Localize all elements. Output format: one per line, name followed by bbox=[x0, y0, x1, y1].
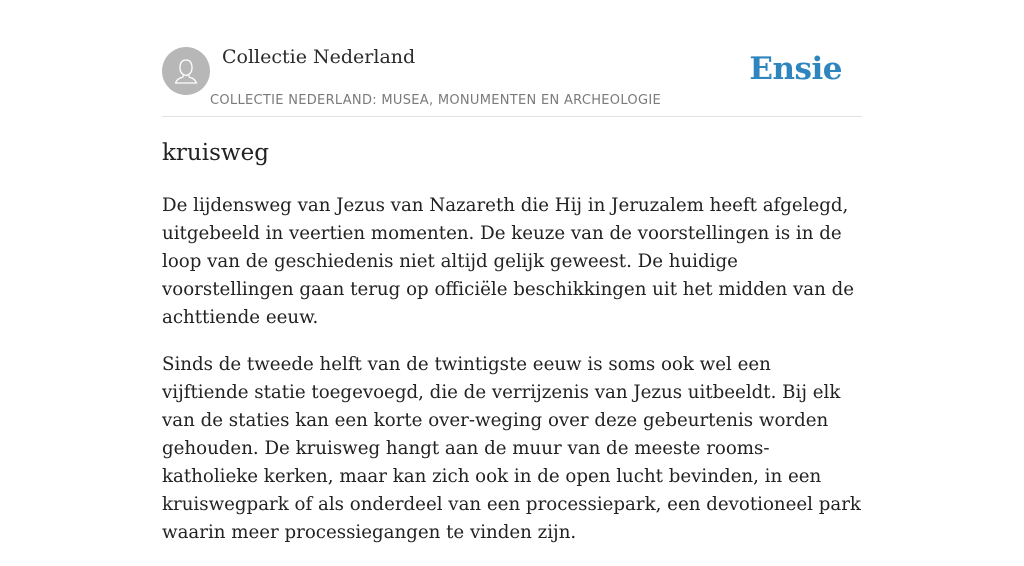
author-avatar[interactable] bbox=[162, 47, 210, 95]
user-icon bbox=[162, 47, 210, 95]
author-name[interactable]: Collectie Nederland bbox=[222, 46, 416, 68]
ensie-logo[interactable]: Ensie bbox=[749, 51, 842, 87]
author-subtitle[interactable]: COLLECTIE NEDERLAND: MUSEA, MONUMENTEN EN ARCHEOLOGIE bbox=[210, 93, 661, 108]
article-paragraph: De lijdensweg van Jezus van Nazareth die Hij in Jeruzalem heeft afgelegd, uitgebeeld in veertien momenten. De keuze van de voorstellingen is in de loop van de geschiedenis niet altijd gelijk geweest. De huidige voorstellingen gaan terug op officiële beschikkingen uit het midden van de achttiende eeuw. bbox=[162, 195, 854, 328]
article-body bbox=[162, 192, 862, 566]
article-title: kruisweg bbox=[162, 140, 269, 166]
article-header bbox=[162, 40, 862, 117]
article-paragraph: Sinds de tweede helft van de twintigste eeuw is soms ook wel een vijftiende statie toegevoegd, die de verrijzenis van Jezus uitbeeldt. Bij elk van de staties kan een korte over-weging over deze gebeurtenis worden gehouden. De kruisweg hangt aan de muur van de meeste rooms-katholieke kerken, maar kan zich ook in de open lucht bevinden, in een kruiswegpark of als onderdeel van een processiepark, een devotioneel park waarin meer processiegangen te vinden zijn. bbox=[162, 354, 861, 543]
